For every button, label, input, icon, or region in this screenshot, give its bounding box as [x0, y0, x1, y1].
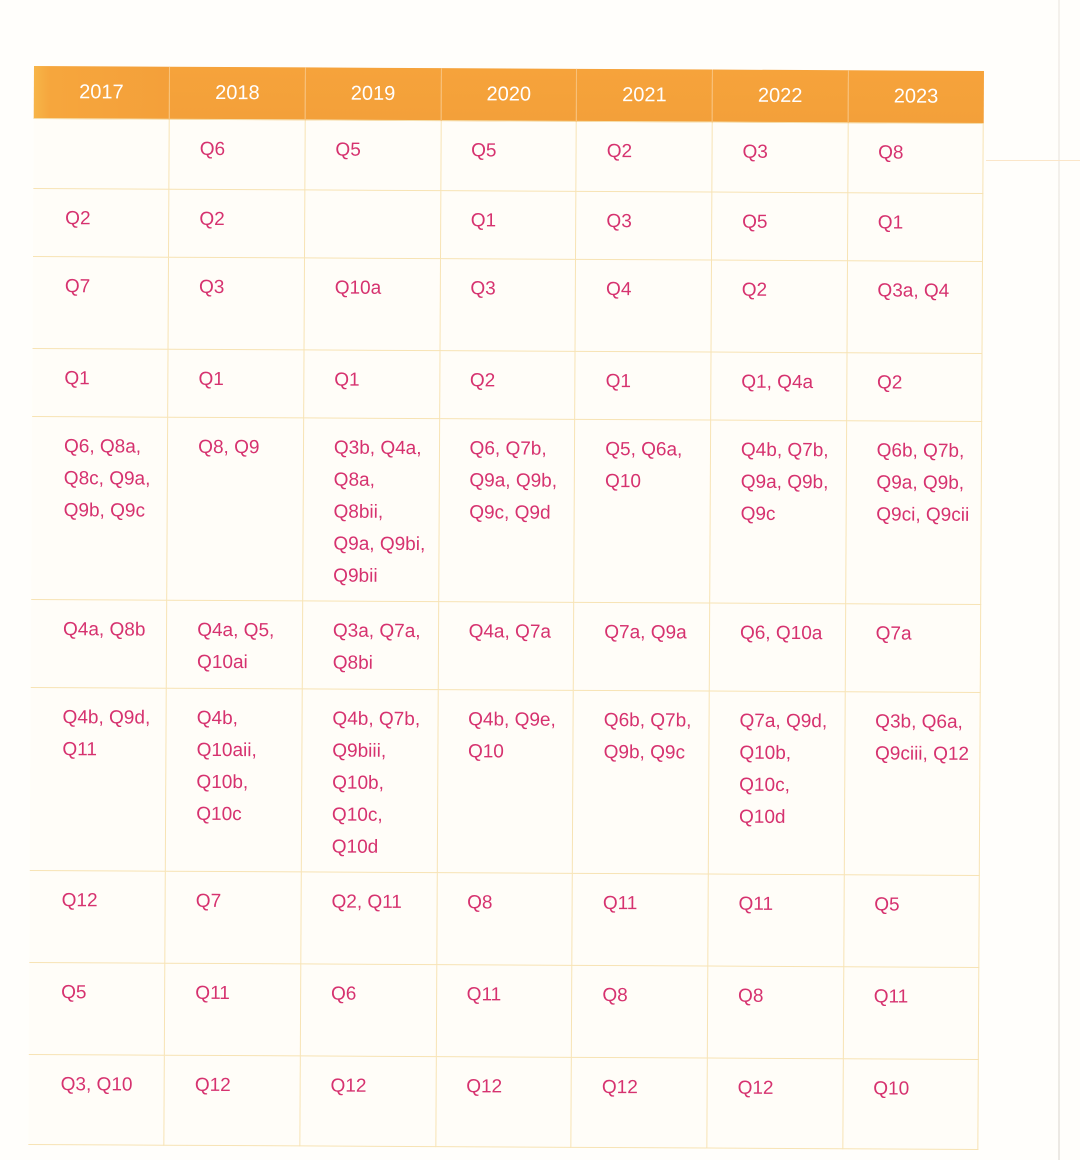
- table-cell: Q3: [576, 191, 712, 260]
- table-cell: Q7a, Q9a: [573, 602, 709, 691]
- table-cell: Q8, Q9: [167, 417, 304, 601]
- table-cell: Q4a, Q7a: [438, 602, 574, 691]
- table-cell: Q5: [440, 121, 576, 192]
- table-row: [30, 687, 981, 875]
- table-cell: Q4b, Q9d, Q11: [30, 687, 167, 871]
- table-cell: Q12: [707, 1058, 843, 1149]
- table-cell: Q11: [436, 965, 572, 1058]
- table-cell: Q6: [300, 964, 436, 1057]
- header-row: [34, 66, 984, 123]
- table-cell: Q2: [439, 351, 575, 420]
- table-cell: Q3a, Q7a, Q8bi: [302, 601, 438, 690]
- table-cell: Q1: [304, 350, 440, 419]
- table-cell: Q5: [711, 192, 847, 261]
- table-cell: Q3b, Q6a, Q9ciii, Q12: [844, 692, 981, 876]
- table-cell: Q6: [169, 119, 305, 190]
- table-cell: Q12: [300, 1056, 436, 1147]
- table-cell: Q11: [708, 874, 844, 967]
- table-cell: Q12: [571, 1057, 707, 1148]
- table-row: [29, 962, 979, 1059]
- table-cell: Q5: [843, 875, 979, 968]
- year-header: 2017: [34, 66, 170, 119]
- table-cell: Q7: [33, 256, 169, 349]
- table-cell: Q12: [435, 1057, 571, 1148]
- table-cell: [304, 190, 440, 259]
- page-edge: [1058, 0, 1060, 1160]
- table-row: [29, 870, 979, 967]
- table-header: [34, 66, 984, 123]
- table-cell: Q4a, Q5, Q10ai: [166, 600, 302, 689]
- table-cell: Q11: [572, 873, 708, 966]
- table-cell: Q3: [712, 122, 848, 193]
- year-header: 2019: [305, 67, 441, 120]
- table-cell: Q1: [440, 191, 576, 260]
- table-cell: Q2: [576, 121, 712, 192]
- table-cell: Q2: [169, 189, 305, 258]
- table-body: [28, 118, 983, 1149]
- table-cell: Q4a, Q8b: [31, 599, 167, 688]
- table-cell: Q8: [572, 965, 708, 1058]
- table-cell: Q2: [711, 260, 847, 353]
- table-cell: Q12: [29, 870, 165, 963]
- table-cell: Q1, Q4a: [711, 352, 847, 421]
- table-cell: Q2: [33, 188, 169, 257]
- table-cell: Q2: [846, 353, 982, 422]
- table-cell: Q6, Q10a: [709, 603, 845, 692]
- table-cell: Q5: [305, 120, 441, 191]
- table-cell: Q1: [575, 351, 711, 420]
- table-cell: Q4b, Q10aii, Q10b, Q10c: [165, 688, 302, 872]
- table-row: [33, 188, 983, 261]
- table-cell: Q11: [843, 967, 979, 1060]
- table-cell: Q5: [29, 962, 165, 1055]
- table-cell: Q10: [842, 1059, 978, 1150]
- table-cell: Q4b, Q9e, Q10: [437, 690, 574, 874]
- table-cell: Q4: [575, 259, 711, 352]
- table-cell: Q7: [165, 871, 301, 964]
- table-cell: Q12: [164, 1055, 300, 1146]
- table-cell: Q3b, Q4a, Q8a, Q8bii, Q9a, Q9bi, Q9bii: [303, 418, 440, 602]
- table-cell: Q7a, Q9d, Q10b, Q10c, Q10d: [708, 691, 845, 875]
- table-cell: Q8: [436, 873, 572, 966]
- table-cell: Q6, Q7b, Q9a, Q9b, Q9c, Q9d: [438, 419, 575, 603]
- table-row: [28, 1054, 978, 1149]
- table-cell: Q3: [440, 259, 576, 352]
- table-cell: Q6b, Q7b, Q9a, Q9b, Q9ci, Q9cii: [845, 421, 982, 605]
- exam-question-table: [28, 66, 984, 1150]
- table-row: [33, 118, 983, 193]
- year-header: 2022: [712, 70, 848, 123]
- table-cell: Q5, Q6a, Q10: [574, 419, 711, 603]
- table-row: [31, 416, 982, 604]
- table-cell: Q8: [847, 123, 983, 194]
- table-cell: Q3, Q10: [28, 1054, 164, 1145]
- table-cell: Q3a, Q4: [847, 261, 983, 354]
- table-row: [32, 348, 982, 421]
- year-header: 2023: [848, 70, 984, 123]
- table-cell: Q2, Q11: [301, 872, 437, 965]
- table-cell: Q10a: [304, 258, 440, 351]
- table-cell: Q6b, Q7b, Q9b, Q9c: [573, 690, 710, 874]
- table-row: [33, 256, 983, 353]
- table-row: [31, 599, 981, 692]
- divider-line: [986, 160, 1080, 161]
- year-header: 2021: [576, 69, 712, 122]
- table-cell: Q4b, Q7b, Q9a, Q9b, Q9c: [710, 420, 847, 604]
- table-cell: [33, 118, 169, 189]
- table-cell: Q1: [847, 193, 983, 262]
- table-cell: Q11: [165, 963, 301, 1056]
- table-cell: Q8: [707, 966, 843, 1059]
- table-cell: Q6, Q8a, Q8c, Q9a, Q9b, Q9c: [31, 416, 168, 600]
- table-cell: Q4b, Q7b, Q9biii, Q10b, Q10c, Q10d: [301, 689, 438, 873]
- table-cell: Q7a: [845, 604, 981, 693]
- table-cell: Q3: [168, 257, 304, 350]
- year-header: 2018: [169, 67, 305, 120]
- year-header: 2020: [441, 68, 577, 121]
- table-cell: Q1: [168, 349, 304, 418]
- table-cell: Q1: [32, 348, 168, 417]
